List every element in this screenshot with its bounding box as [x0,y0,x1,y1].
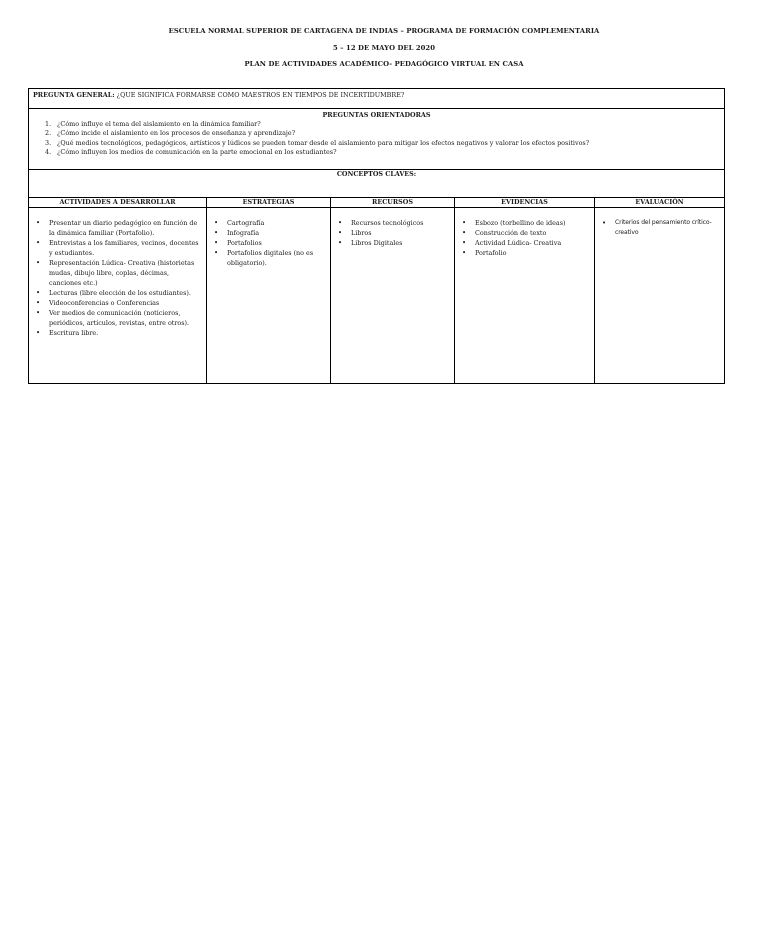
guiding-question: 2. ¿Cómo incide el aislamiento en los procesos de enseñanza y aprendizaje? [45,129,296,138]
guiding-questions-title: PREGUNTAS ORIENTADORAS [322,111,431,119]
column-header: EVALUACIÓN [595,198,724,208]
column-header: EVIDENCIAS [455,198,594,208]
column-estrategias [207,198,331,384]
key-concepts-title: CONCEPTOS CLAVES: [336,170,417,178]
plan-table [28,88,725,384]
guiding-questions-row [29,109,724,170]
column-recursos [331,198,455,384]
list-item: • Esbozo (torbellino de ideas) [461,218,590,228]
guiding-question: 4. ¿Cómo influyen los medios de comunicación en la parte emocional en los estudiantes? [45,148,337,157]
column-list [331,218,454,248]
column-header: RECURSOS [331,198,454,208]
guiding-question: 3. ¿Qué medios tecnológicos, pedagógicos, artísticos y lúdicos se pueden tomar desde el aislamiento para mitigar los efectos negativos y valorar los efectos positivos? [45,138,590,147]
list-item: • Presentar un diario pedagógico en función de la dinámica familiar (Portafolio). [35,218,202,238]
list-item: • Actividad Lúdica- Creativa [461,238,590,248]
column-header: ACTIVIDADES A DESARROLLAR [29,198,206,208]
column-list [29,218,206,338]
column-evidencias [455,198,595,384]
list-item: • Criterios del pensamiento crítico-creativo [601,218,720,238]
list-item: • Ver medios de comunicación (noticieros, periódicos, artículos, revistas, entre otros). [35,308,202,328]
list-item: • Lecturas (libre elección de los estudiantes). [35,288,202,298]
column-actividades [29,198,207,384]
list-item: • Portafolios [213,238,326,248]
column-evaluacion [595,198,724,384]
list-item: • Portafolio [461,248,590,258]
list-item: • Representación Lúdica- Creativa (historietas mudas, dibujo libre, coplas, décimas, canciones etc.) [35,258,202,288]
column-header: ESTRATEGIAS [207,198,330,208]
plan-columns [29,198,724,384]
guiding-questions-list [29,120,724,158]
general-question-label: PREGUNTA GENERAL: [33,91,115,99]
column-list [595,218,724,238]
list-item: • Videoconferencias o Conferencias [35,298,202,308]
general-question-row [29,89,724,109]
guiding-question: 1. ¿Cómo influye el tema del aislamiento en la dinámica familiar? [45,120,261,128]
list-item: • Entrevistas a los familiares, vecinos, docentes y estudiantes. [35,238,202,258]
column-list [455,218,594,258]
key-concepts-row [29,170,724,198]
date-range: 5 – 12 DE MAYO DEL 2020 [332,44,435,52]
general-question-text: ¿QUE SIGNIFICA FORMARSE COMO MAESTROS EN TIEMPOS DE INCERTIDUMBRE? [114,91,405,99]
plan-title: PLAN DE ACTIVIDADES ACADÉMICO- PEDAGÓGICO VIRTUAL EN CASA [244,60,524,68]
list-item: • Escritura libre. [35,328,202,338]
list-item: • Portafolios digitales (no es obligatorio). [213,248,326,268]
school-title: ESCUELA NORMAL SUPERIOR DE CARTAGENA DE INDIAS – PROGRAMA DE FORMACIÓN COMPLEMENTARIA [168,27,600,35]
column-list [207,218,330,268]
list-item: • Cartografía [213,218,326,228]
list-item: • Infografía [213,228,326,238]
list-item: • Construcción de texto [461,228,590,238]
list-item: • Recursos tecnológicos [337,218,450,228]
list-item: • Libros Digitales [337,238,450,248]
list-item: • Libros [337,228,450,238]
